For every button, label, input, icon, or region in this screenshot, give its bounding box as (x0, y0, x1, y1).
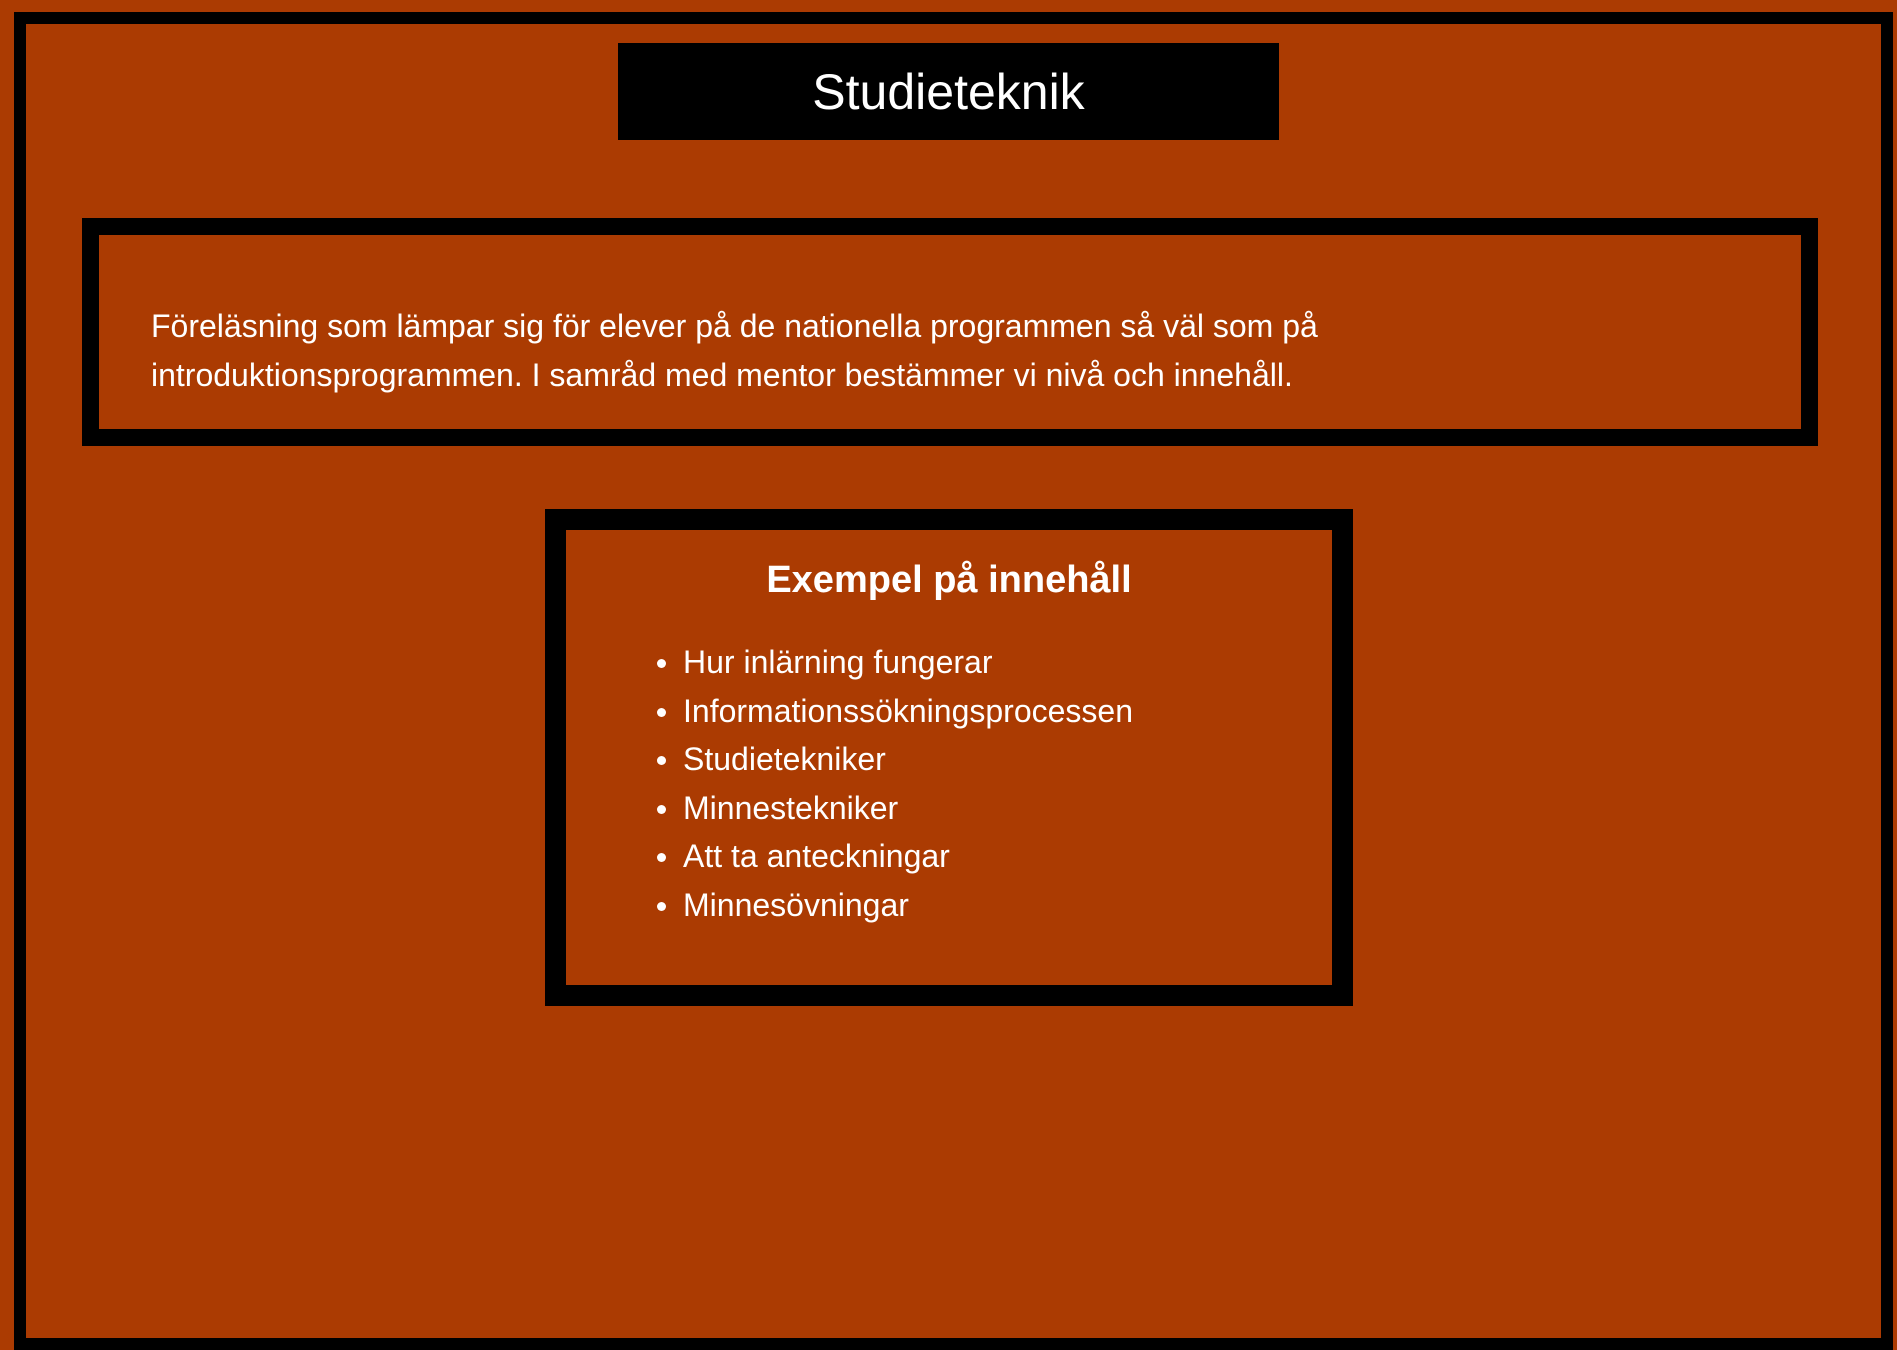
list-item (683, 784, 1133, 833)
content-list (683, 638, 1133, 929)
intro-box (82, 218, 1818, 446)
list-item-label: Att ta anteckningar (683, 838, 950, 874)
bullet-icon (657, 708, 666, 717)
list-item (683, 881, 1133, 930)
content-heading: Exempel på innehåll (766, 559, 1132, 601)
bullet-icon (657, 659, 666, 668)
page-title: Studieteknik (812, 63, 1085, 120)
intro-text: Föreläsning som lämpar sig för elever på de nationella programmen så väl som på introduktionsprogrammen. I samråd med mentor bestämmer vi nivå och innehåll. (151, 308, 1318, 393)
bullet-icon (657, 853, 666, 862)
bullet-icon (657, 756, 666, 765)
list-item (683, 638, 1133, 687)
bullet-icon (657, 902, 666, 911)
list-item-label: Minnestekniker (683, 789, 899, 826)
list-item-label: Minnesövningar (683, 886, 909, 923)
title-bar (618, 43, 1279, 140)
list-item (683, 832, 1133, 881)
content-box (545, 509, 1353, 1006)
list-item (683, 687, 1133, 736)
list-item-label: Informationssökningsprocessen (683, 692, 1134, 729)
list-item-label: Hur inlärning fungerar (683, 644, 993, 680)
list-item-label: Studietekniker (683, 741, 886, 777)
list-item (683, 735, 1133, 784)
bullet-icon (657, 805, 666, 814)
